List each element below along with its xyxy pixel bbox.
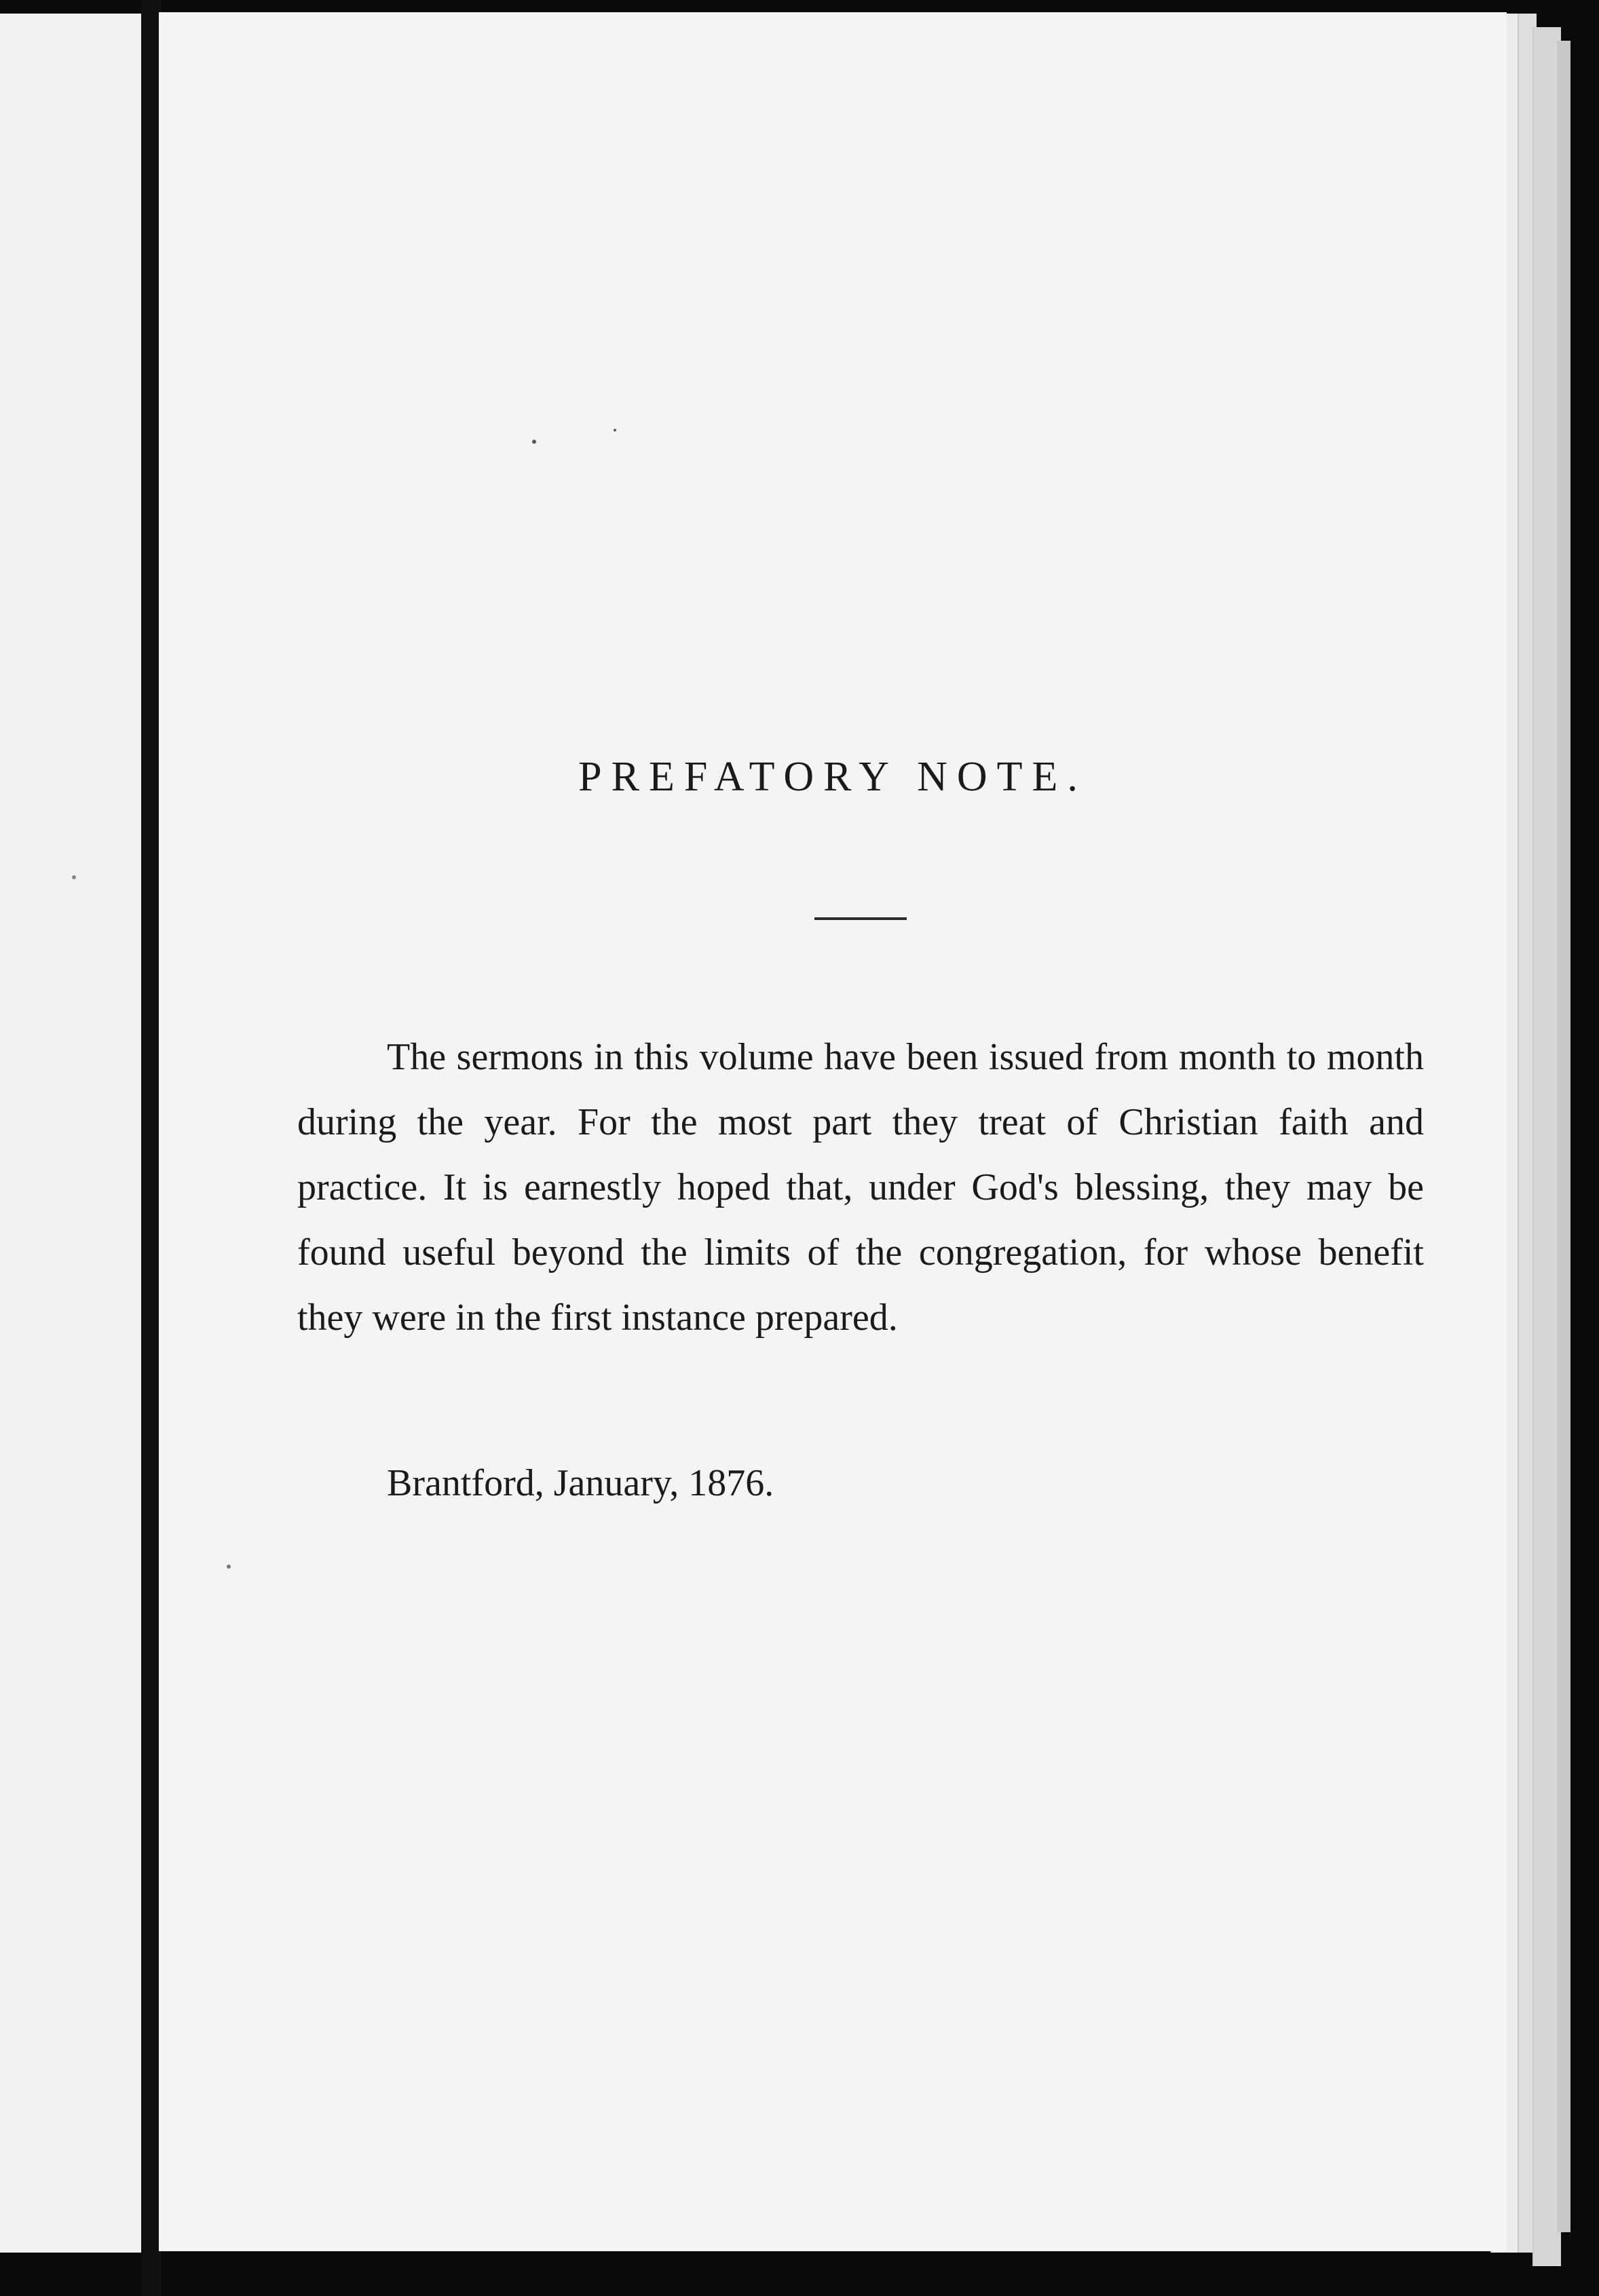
facing-page-left xyxy=(0,14,147,2253)
heading-rule xyxy=(814,917,907,920)
place-date-signoff: Brantford, January, 1876. xyxy=(387,1462,774,1504)
ink-speck xyxy=(532,440,536,444)
ink-speck xyxy=(227,1565,231,1569)
page-edge xyxy=(1557,41,1570,2232)
page-heading: PREFATORY NOTE. xyxy=(578,754,1087,800)
prefatory-paragraph: The sermons in this volume have been issued from month to month during the year. For the most part they treat of Christian faith and practice. It is earnestly hoped that, under God's blessing, they may be found useful beyond the limits of the congregation, for whose benefit they were in the first instance prepared. xyxy=(297,1036,1424,1339)
ink-speck xyxy=(72,875,76,879)
ink-speck xyxy=(614,429,616,432)
